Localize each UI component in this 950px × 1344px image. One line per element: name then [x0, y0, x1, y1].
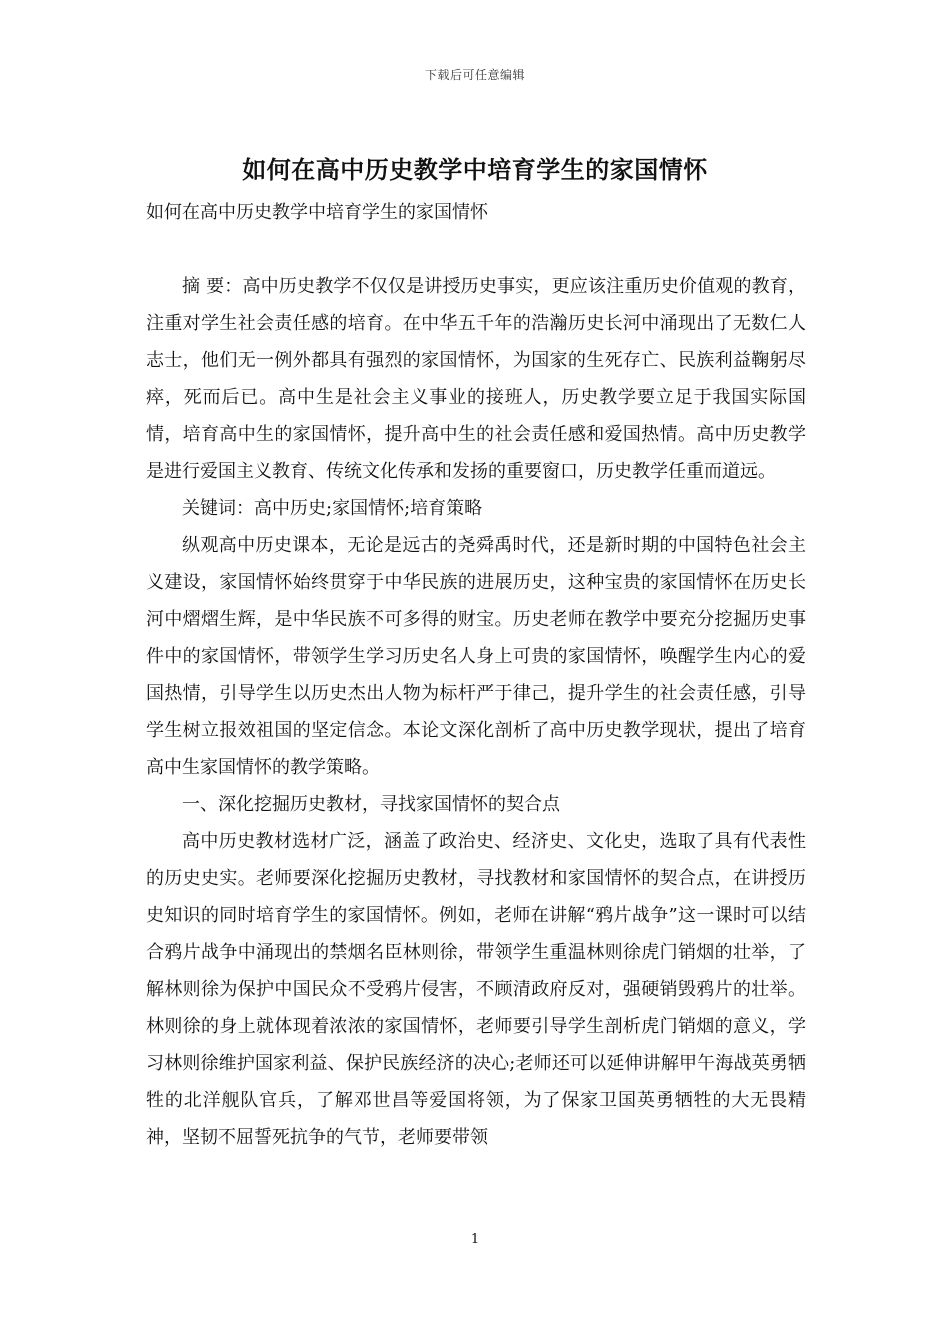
document-subtitle: 如何在高中历史教学中培育学生的家国情怀: [146, 202, 488, 223]
document-body: [146, 268, 806, 1156]
section-paragraph: 高中历史教材选材广泛，涵盖了政治史、经济史、文化史，选取了具有代表性的历史史实。老师要深化挖掘历史教材，寻找教材和家国情怀的契合点，在讲授历史知识的同时培育学生的家国情怀。例如，老师在讲解“鸦片战争”这一课时可以结合鸦片战争中涌现出的禁烟名臣林则徐，带领学生重温林则徐虎门销烟的壮举，了解林则徐为保护中国民众不受鸦片侵害，不顾清政府反对，强硬销毁鸦片的壮举。林则徐的身上就体现着浓浓的家国情怀，老师要引导学生剖析虎门销烟的意义，学习林则徐维护国家利益、保护民族经济的决心;老师还可以延伸讲解甲午海战英勇牺牲的北洋舰队官兵，了解邓世昌等爱国将领，为了保家卫国英勇牺牲的大无畏精神，坚韧不屈誓死抗争的气节，老师要带领: [146, 831, 806, 1148]
document-title: 如何在高中历史教学中培育学生的家国情怀: [242, 155, 708, 184]
abstract-paragraph: 摘 要：高中历史教学不仅仅是讲授历史事实，更应该注重历史价值观的教育，注重对学生社会责任感的培育。在中华五千年的浩瀚历史长河中涌现出了无数仁人志士，他们无一例外都具有强烈的家国情怀，为国家的生死存亡、民族利益鞠躬尽瘁，死而后已。高中生是社会主义事业的接班人，历史教学要立足于我国实际国情，培育高中生的家国情怀，提升高中生的社会责任感和爱国热情。高中历史教学是进行爱国主义教育、传统文化传承和发扬的重要窗口，历史教学任重而道远。: [146, 276, 806, 482]
keywords-paragraph: 关键词：高中历史;家国情怀;培育策略: [182, 498, 483, 519]
page-number: 1: [470, 1232, 480, 1247]
intro-paragraph: 纵观高中历史课本，无论是远古的尧舜禹时代，还是新时期的中国特色社会主义建设，家国情怀始终贯穿于中华民族的进展历史，这种宝贵的家国情怀在历史长河中熠熠生辉，是中华民族不可多得的财宝。历史老师在教学中要充分挖掘历史事件中的家国情怀，带领学生学习历史名人身上可贵的家国情怀，唤醒学生内心的爱国热情，引导学生以历史杰出人物为标杆严于律己，提升学生的社会责任感，引导学生树立报效祖国的坚定信念。本论文深化剖析了高中历史教学现状，提出了培育高中生家国情怀的教学策略。: [146, 535, 806, 778]
section-heading: 一、深化挖掘历史教材，寻找家国情怀的契合点: [182, 794, 560, 815]
header-note: 下载后可任意编辑: [424, 68, 525, 82]
